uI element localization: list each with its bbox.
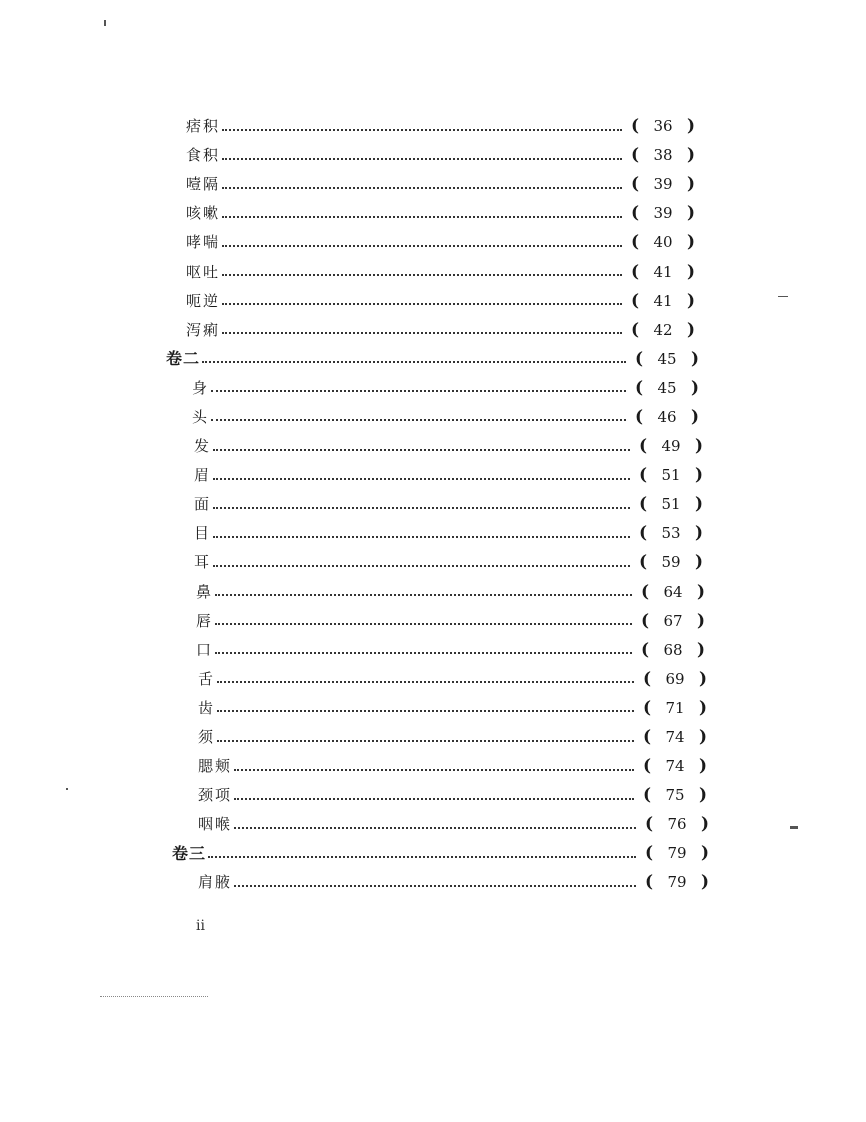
close-paren: ) xyxy=(694,465,704,486)
toc-entry-title: 咽喉 xyxy=(198,815,233,834)
close-paren: ) xyxy=(690,406,700,427)
toc-entry-title: 须 xyxy=(198,728,216,747)
scan-artifact xyxy=(100,996,208,997)
close-paren: ) xyxy=(686,261,696,282)
close-paren: ) xyxy=(696,581,706,602)
toc-entry-row xyxy=(186,112,698,141)
open-paren: ( xyxy=(630,319,640,340)
toc-entry-row xyxy=(198,665,710,694)
toc-entry-row xyxy=(192,374,702,403)
dot-leader xyxy=(213,478,630,480)
toc-entry-row xyxy=(186,228,698,257)
close-paren: ) xyxy=(690,377,700,398)
dot-leader xyxy=(222,187,622,189)
toc-entry-page: 67 xyxy=(663,611,683,630)
toc-entry-page: 38 xyxy=(653,146,673,165)
open-paren: ( xyxy=(638,523,648,544)
toc-entry-title: 眉 xyxy=(194,466,212,485)
close-paren: ) xyxy=(686,174,696,195)
toc-entry-page: 74 xyxy=(665,728,685,747)
toc-entry-title: 齿 xyxy=(198,698,216,717)
close-paren: ) xyxy=(698,727,708,748)
toc-entry-title: 面 xyxy=(194,495,212,514)
dot-leader xyxy=(217,740,634,742)
dot-leader xyxy=(222,274,622,276)
open-paren: ( xyxy=(640,610,650,631)
toc-entry-page: 49 xyxy=(661,437,681,456)
close-paren: ) xyxy=(694,436,704,457)
toc-section-row xyxy=(172,839,712,868)
toc-entry-title: 唇 xyxy=(196,611,214,630)
dot-leader xyxy=(213,565,630,567)
toc-entry-row xyxy=(186,257,698,286)
toc-entry-title: 肩腋 xyxy=(198,873,233,892)
toc-entry-row xyxy=(186,199,698,228)
close-paren: ) xyxy=(696,639,706,660)
toc-entry-page: 39 xyxy=(653,175,673,194)
dot-leader xyxy=(222,303,622,305)
toc-entry-row xyxy=(186,170,698,199)
toc-entry-page: 46 xyxy=(657,407,677,426)
toc-entry-row xyxy=(194,490,706,519)
toc-entry-row xyxy=(196,636,708,665)
toc-entry-page: 59 xyxy=(661,553,681,572)
toc-entry-page: 79 xyxy=(667,844,687,863)
open-paren: ( xyxy=(630,232,640,253)
close-paren: ) xyxy=(698,785,708,806)
open-paren: ( xyxy=(638,494,648,515)
table-of-contents xyxy=(0,112,866,898)
dot-leader xyxy=(217,681,634,683)
toc-entry-page: 45 xyxy=(657,378,677,397)
open-paren: ( xyxy=(630,116,640,137)
close-paren: ) xyxy=(686,290,696,311)
open-paren: ( xyxy=(634,348,644,369)
open-paren: ( xyxy=(630,145,640,166)
close-paren: ) xyxy=(694,494,704,515)
open-paren: ( xyxy=(630,290,640,311)
dot-leader xyxy=(234,885,636,887)
toc-entry-page: 64 xyxy=(663,582,683,601)
toc-entry-title: 泻痢 xyxy=(186,320,221,339)
close-paren: ) xyxy=(700,814,710,835)
toc-entry-row xyxy=(194,461,706,490)
toc-entry-row xyxy=(198,694,710,723)
open-paren: ( xyxy=(644,843,654,864)
open-paren: ( xyxy=(634,377,644,398)
dot-leader xyxy=(208,856,636,858)
toc-entry-page: 41 xyxy=(653,291,673,310)
close-paren: ) xyxy=(686,116,696,137)
close-paren: ) xyxy=(686,319,696,340)
toc-entry-title: 卷三 xyxy=(172,843,207,863)
toc-entry-row xyxy=(198,868,712,897)
dot-leader xyxy=(211,419,626,421)
toc-entry-title: 耳 xyxy=(194,553,212,572)
toc-entry-page: 71 xyxy=(665,698,685,717)
open-paren: ( xyxy=(642,697,652,718)
page-number: ii xyxy=(196,918,205,934)
toc-entry-page: 51 xyxy=(661,495,681,514)
toc-entry-title: 卷二 xyxy=(166,349,201,369)
toc-entry-page: 74 xyxy=(665,757,685,776)
toc-entry-row xyxy=(198,723,710,752)
dot-leader xyxy=(234,827,636,829)
open-paren: ( xyxy=(642,785,652,806)
close-paren: ) xyxy=(690,348,700,369)
dot-leader xyxy=(215,623,632,625)
toc-entry-title: 目 xyxy=(194,524,212,543)
toc-entry-title: 痞积 xyxy=(186,117,221,136)
toc-entry-page: 76 xyxy=(667,815,687,834)
dot-leader xyxy=(213,536,630,538)
open-paren: ( xyxy=(642,756,652,777)
toc-entry-title: 发 xyxy=(194,437,212,456)
open-paren: ( xyxy=(634,406,644,427)
open-paren: ( xyxy=(630,203,640,224)
toc-entry-title: 咳嗽 xyxy=(186,204,221,223)
open-paren: ( xyxy=(638,552,648,573)
open-paren: ( xyxy=(640,639,650,660)
dot-leader xyxy=(234,769,634,771)
close-paren: ) xyxy=(698,668,708,689)
toc-entry-title: 舌 xyxy=(198,669,216,688)
toc-entry-row xyxy=(186,316,698,345)
close-paren: ) xyxy=(698,756,708,777)
dot-leader xyxy=(222,216,622,218)
toc-entry-page: 51 xyxy=(661,466,681,485)
toc-entry-page: 45 xyxy=(657,349,677,368)
toc-entry-page: 39 xyxy=(653,204,673,223)
toc-entry-page: 68 xyxy=(663,640,683,659)
toc-entry-page: 41 xyxy=(653,262,673,281)
dot-leader xyxy=(215,594,632,596)
toc-entry-row xyxy=(198,810,712,839)
open-paren: ( xyxy=(642,668,652,689)
toc-entry-title: 颈项 xyxy=(198,786,233,805)
open-paren: ( xyxy=(644,814,654,835)
open-paren: ( xyxy=(644,872,654,893)
scan-speck xyxy=(104,20,106,26)
close-paren: ) xyxy=(694,552,704,573)
open-paren: ( xyxy=(642,727,652,748)
toc-entry-page: 75 xyxy=(665,786,685,805)
dot-leader xyxy=(213,507,630,509)
toc-section-row xyxy=(166,345,702,374)
toc-entry-title: 身 xyxy=(192,378,210,397)
toc-entry-title: 噎隔 xyxy=(186,175,221,194)
dot-leader xyxy=(222,245,622,247)
dot-leader xyxy=(234,798,634,800)
toc-entry-row xyxy=(198,752,710,781)
toc-entry-row xyxy=(194,548,706,577)
toc-entry-title: 呃逆 xyxy=(186,291,221,310)
toc-entry-row xyxy=(198,781,710,810)
close-paren: ) xyxy=(698,697,708,718)
toc-entry-row xyxy=(196,578,708,607)
toc-entry-title: 口 xyxy=(196,640,214,659)
dot-leader xyxy=(213,449,630,451)
dot-leader xyxy=(217,710,634,712)
close-paren: ) xyxy=(696,610,706,631)
toc-entry-title: 食积 xyxy=(186,146,221,165)
open-paren: ( xyxy=(640,581,650,602)
toc-entry-row xyxy=(192,403,702,432)
toc-entry-title: 腮颊 xyxy=(198,757,233,776)
close-paren: ) xyxy=(686,232,696,253)
close-paren: ) xyxy=(686,145,696,166)
toc-entry-title: 头 xyxy=(192,407,210,426)
toc-entry-page: 69 xyxy=(665,669,685,688)
dot-leader xyxy=(222,332,622,334)
close-paren: ) xyxy=(700,843,710,864)
close-paren: ) xyxy=(686,203,696,224)
toc-entry-row xyxy=(186,287,698,316)
dot-leader xyxy=(222,158,622,160)
dot-leader xyxy=(202,361,626,363)
open-paren: ( xyxy=(630,174,640,195)
toc-entry-title: 鼻 xyxy=(196,582,214,601)
toc-entry-page: 42 xyxy=(653,320,673,339)
toc-entry-title: 呕吐 xyxy=(186,262,221,281)
toc-entry-page: 40 xyxy=(653,233,673,252)
toc-entry-title: 哮喘 xyxy=(186,233,221,252)
dot-leader xyxy=(211,390,626,392)
toc-entry-row xyxy=(186,141,698,170)
open-paren: ( xyxy=(638,465,648,486)
close-paren: ) xyxy=(700,872,710,893)
toc-entry-page: 36 xyxy=(653,117,673,136)
open-paren: ( xyxy=(630,261,640,282)
toc-entry-row xyxy=(194,519,706,548)
toc-entry-page: 53 xyxy=(661,524,681,543)
toc-entry-row xyxy=(196,607,708,636)
dot-leader xyxy=(222,129,622,131)
toc-entry-row xyxy=(194,432,706,461)
open-paren: ( xyxy=(638,436,648,457)
close-paren: ) xyxy=(694,523,704,544)
dot-leader xyxy=(215,652,632,654)
toc-entry-page: 79 xyxy=(667,873,687,892)
